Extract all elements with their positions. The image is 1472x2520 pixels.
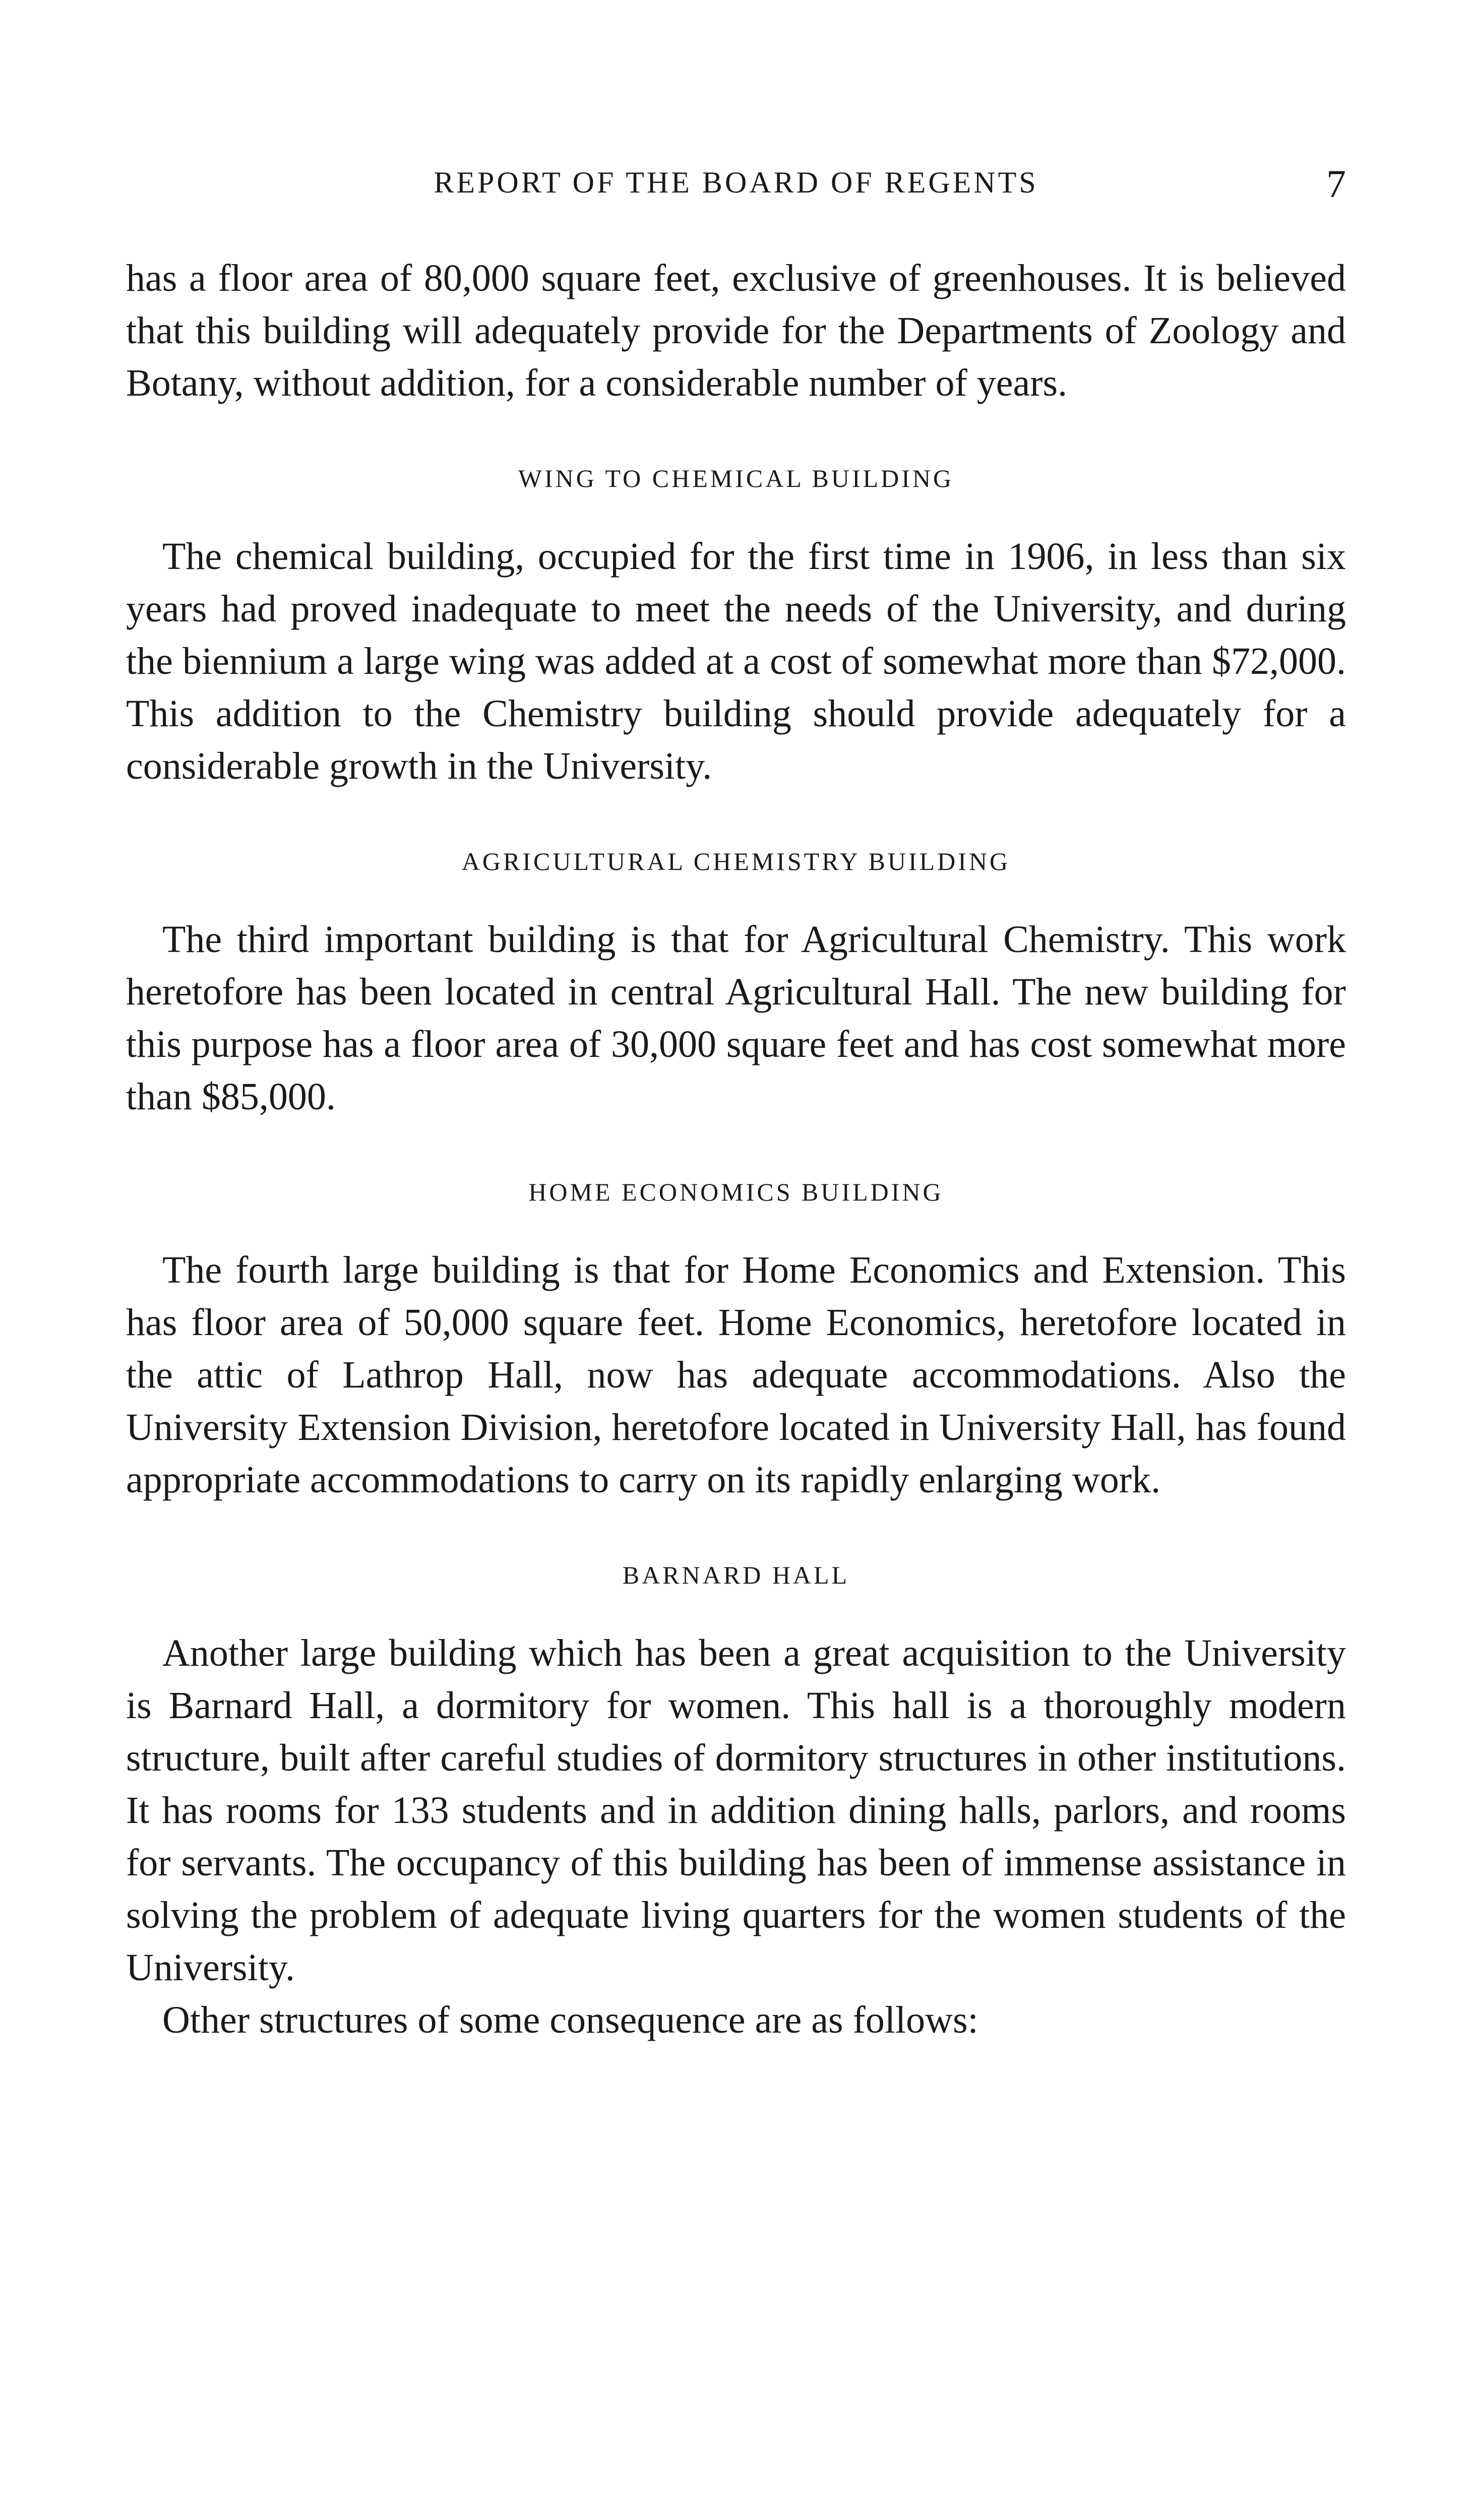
section-wing-to-chemical-building: [126, 464, 1346, 792]
section-paragraph: The chemical building, occupied for the first time in 1906, in less than six years had proved inadequate to meet the needs of the University, and during the biennium a large wing was added at a cost of somewhat more than $72,000. This addition to the Chemistry building should provide adequately for a considerable growth in the University.: [126, 535, 1346, 787]
page-number: 7: [1326, 162, 1346, 206]
section-heading: WING TO CHEMICAL BUILDING: [518, 464, 954, 492]
running-header: [126, 161, 1346, 217]
section-heading: BARNARD HALL: [622, 1561, 850, 1589]
section-agricultural-chemistry-building: [126, 847, 1346, 1123]
section-barnard-hall: [126, 1560, 1346, 1994]
intro-paragraph: has a floor area of 80,000 square feet, exclusive of greenhouses. It is believed that this building will adequately provide for the Departments of Zoology and Botany, without addition, for a considerable number of years.: [126, 257, 1346, 404]
section-home-economics-building: [126, 1177, 1346, 1506]
section-heading: HOME ECONOMICS BUILDING: [528, 1178, 944, 1206]
section-paragraph: Another large building which has been a great acquisition to the University is Barnard Hall, a dormitory for women. This hall is a thoroughly modern structure, built after careful studies of dormitory structures in other institutions. It has rooms for 133 students and in addition dining halls, parlors, and rooms for servants. The occupancy of this building has been of immense assistance in solving the problem of adequate living quarters for the women students of the University.: [126, 1632, 1346, 1989]
section-heading: AGRICULTURAL CHEMISTRY BUILDING: [461, 847, 1011, 875]
running-title: REPORT OF THE BOARD OF REGENTS: [434, 166, 1038, 199]
document-page: [126, 161, 1346, 2046]
section-paragraph: The fourth large building is that for Home Economics and Extension. This has floor area of 50,000 square feet. Home Economics, heretofore located in the attic of Lathrop Hall, now has adequate accommodations. Also the University Extension Division, heretofore located in University Hall, has found appropriate accommodations to carry on its rapidly enlarging work.: [126, 1249, 1346, 1501]
section-paragraph: The third important building is that for Agricultural Chemistry. This work heretofore has been located in central Agricultural Hall. The new building for this purpose has a floor area of 30,000 square feet and has cost somewhat more than $85,000.: [126, 918, 1346, 1118]
closing-paragraph: Other structures of some consequence are as follows:: [162, 1999, 978, 2041]
